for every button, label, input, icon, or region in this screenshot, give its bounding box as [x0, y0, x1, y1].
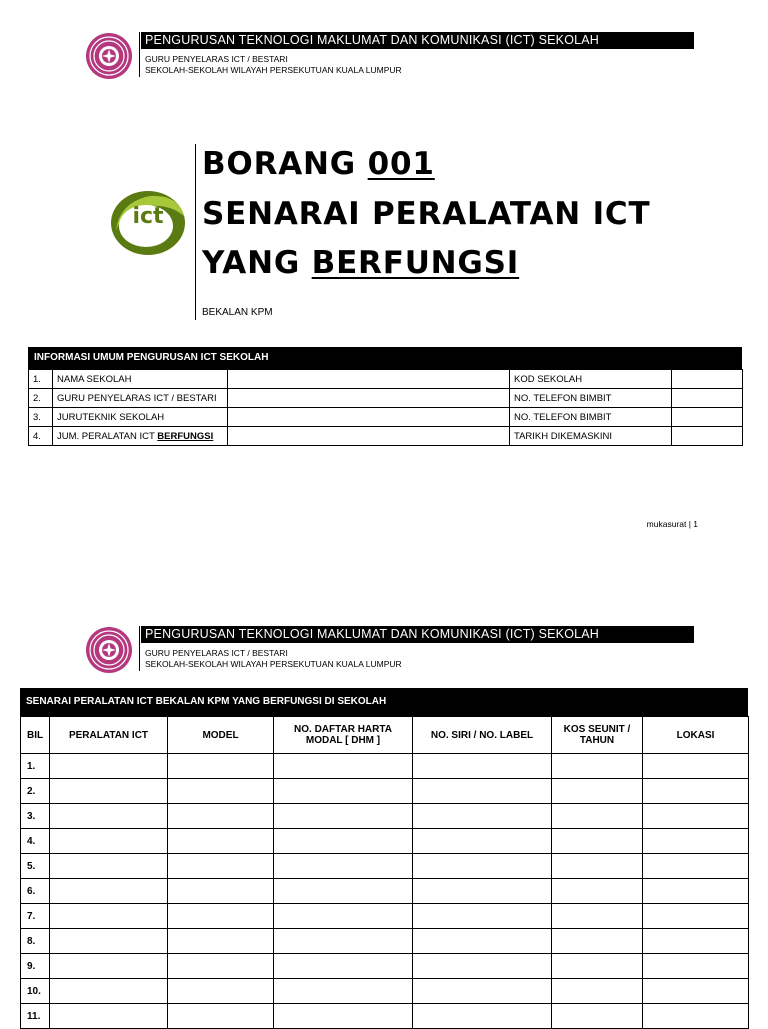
- table-cell[interactable]: [50, 829, 168, 854]
- row-number: 4.: [21, 829, 50, 854]
- info-row: [29, 408, 743, 427]
- table-cell[interactable]: [552, 954, 643, 979]
- table-cell[interactable]: [643, 979, 749, 1004]
- table-cell[interactable]: [643, 829, 749, 854]
- table-cell[interactable]: [168, 879, 274, 904]
- table-row: [21, 929, 749, 954]
- table-cell[interactable]: [552, 929, 643, 954]
- table-cell[interactable]: [274, 754, 413, 779]
- row-number: 5.: [21, 854, 50, 879]
- table-cell[interactable]: [413, 829, 552, 854]
- table-cell[interactable]: [50, 954, 168, 979]
- table-cell[interactable]: [413, 954, 552, 979]
- table-cell[interactable]: [168, 1004, 274, 1029]
- table-cell[interactable]: [643, 854, 749, 879]
- borang-label: BORANG: [202, 146, 357, 182]
- school-logo-icon: [85, 626, 133, 674]
- table-cell[interactable]: [413, 1004, 552, 1029]
- table-cell[interactable]: [643, 879, 749, 904]
- header-title: PENGURUSAN TEKNOLOGI MAKLUMAT DAN KOMUNIKASI (ICT) SEKOLAH: [141, 32, 694, 49]
- table-cell[interactable]: [413, 854, 552, 879]
- supply-label: BEKALAN KPM: [202, 307, 273, 318]
- equipment-total-emphasis: BERFUNGSI: [157, 430, 214, 442]
- table-row: [21, 779, 749, 804]
- info-table: [28, 369, 743, 446]
- info-row: [29, 389, 743, 408]
- title-yang: YANG: [202, 245, 301, 281]
- info-row-number: 3.: [29, 408, 53, 427]
- header-line2: SEKOLAH-SEKOLAH WILAYAH PERSEKUTUAN KUALA LUMPUR: [145, 65, 402, 75]
- table-cell[interactable]: [274, 779, 413, 804]
- table-row: [21, 979, 749, 1004]
- info-row: [29, 427, 743, 446]
- header-line1: GURU PENYELARAS ICT / BESTARI: [145, 54, 288, 64]
- row-number: 11.: [21, 1004, 50, 1029]
- table-row: [21, 804, 749, 829]
- column-header: LOKASI: [643, 717, 749, 754]
- technician-field[interactable]: [228, 408, 510, 427]
- table-cell[interactable]: [168, 779, 274, 804]
- form-title-line2: SENARAI PERALATAN ICT: [202, 196, 651, 232]
- column-header: NO. SIRI / NO. LABEL: [413, 717, 552, 754]
- table-row: [21, 829, 749, 854]
- table-cell[interactable]: [643, 754, 749, 779]
- row-number: 7.: [21, 904, 50, 929]
- updated-date-field[interactable]: [672, 427, 743, 446]
- table-cell[interactable]: [274, 904, 413, 929]
- equipment-total-field[interactable]: [228, 427, 510, 446]
- school-logo-icon: [85, 32, 133, 80]
- table-cell[interactable]: [168, 954, 274, 979]
- table-cell[interactable]: [50, 804, 168, 829]
- info-heading: INFORMASI UMUM PENGURUSAN ICT SEKOLAH: [28, 347, 742, 369]
- table-cell[interactable]: [552, 854, 643, 879]
- table-cell[interactable]: [413, 904, 552, 929]
- table-cell[interactable]: [168, 904, 274, 929]
- info-row-number: 2.: [29, 389, 53, 408]
- row-number: 8.: [21, 929, 50, 954]
- table-cell[interactable]: [413, 879, 552, 904]
- coordinator-phone-field[interactable]: [672, 389, 743, 408]
- header-title: PENGURUSAN TEKNOLOGI MAKLUMAT DAN KOMUNIKASI (ICT) SEKOLAH: [141, 626, 694, 643]
- table-row: [21, 879, 749, 904]
- table-cell[interactable]: [552, 829, 643, 854]
- table-cell[interactable]: [274, 954, 413, 979]
- table-cell[interactable]: [274, 854, 413, 879]
- row-number: 6.: [21, 879, 50, 904]
- table-cell[interactable]: [413, 979, 552, 1004]
- column-header: PERALATAN ICT: [50, 717, 168, 754]
- table-cell[interactable]: [552, 979, 643, 1004]
- table-row: [21, 904, 749, 929]
- info-row-label2: KOD SEKOLAH: [510, 370, 672, 389]
- table-cell[interactable]: [643, 1004, 749, 1029]
- table-cell[interactable]: [168, 929, 274, 954]
- table-row: [21, 754, 749, 779]
- title-divider: [195, 144, 196, 320]
- table-cell[interactable]: [643, 954, 749, 979]
- info-row-label: GURU PENYELARAS ICT / BESTARI: [53, 389, 228, 408]
- page-number: mukasurat | 1: [646, 519, 698, 529]
- column-header: BIL: [21, 717, 50, 754]
- table-cell[interactable]: [552, 779, 643, 804]
- header-line1: GURU PENYELARAS ICT / BESTARI: [145, 648, 288, 658]
- table-cell[interactable]: [168, 804, 274, 829]
- header-divider: [139, 32, 140, 77]
- table-row: [21, 954, 749, 979]
- column-header: MODEL: [168, 717, 274, 754]
- table-cell[interactable]: [168, 854, 274, 879]
- school-name-field[interactable]: [228, 370, 510, 389]
- table-cell[interactable]: [552, 754, 643, 779]
- info-row-label: NAMA SEKOLAH: [53, 370, 228, 389]
- info-row-label: JURUTEKNIK SEKOLAH: [53, 408, 228, 427]
- info-row-label2: NO. TELEFON BIMBIT: [510, 389, 672, 408]
- table-cell[interactable]: [50, 979, 168, 1004]
- column-header: NO. DAFTAR HARTA MODAL [ DHM ]: [274, 717, 413, 754]
- info-row: [29, 370, 743, 389]
- table-cell[interactable]: [50, 879, 168, 904]
- info-row-number: 4.: [29, 427, 53, 446]
- row-number: 2.: [21, 779, 50, 804]
- table-cell[interactable]: [274, 929, 413, 954]
- table-cell[interactable]: [168, 829, 274, 854]
- table-header-row: [21, 717, 749, 754]
- table-cell[interactable]: [552, 804, 643, 829]
- form-title-line1: [202, 146, 435, 182]
- borang-number: 001: [367, 146, 435, 182]
- table-cell[interactable]: [643, 779, 749, 804]
- technician-phone-field[interactable]: [672, 408, 743, 427]
- row-number: 3.: [21, 804, 50, 829]
- table-cell[interactable]: [274, 804, 413, 829]
- table-cell[interactable]: [50, 929, 168, 954]
- table-cell[interactable]: [50, 854, 168, 879]
- letterhead-second: [85, 626, 695, 676]
- table-cell[interactable]: [643, 929, 749, 954]
- table-cell[interactable]: [274, 979, 413, 1004]
- school-code-field[interactable]: [672, 370, 743, 389]
- info-row-label2: NO. TELEFON BIMBIT: [510, 408, 672, 427]
- table-cell[interactable]: [413, 929, 552, 954]
- row-number: 10.: [21, 979, 50, 1004]
- table-cell[interactable]: [643, 804, 749, 829]
- header-line2: SEKOLAH-SEKOLAH WILAYAH PERSEKUTUAN KUALA LUMPUR: [145, 659, 402, 669]
- table-cell[interactable]: [413, 804, 552, 829]
- table-cell[interactable]: [643, 904, 749, 929]
- table-cell[interactable]: [50, 779, 168, 804]
- table-row: [21, 854, 749, 879]
- info-row-number: 1.: [29, 370, 53, 389]
- letterhead-top: [85, 32, 695, 82]
- header-divider: [139, 626, 140, 671]
- table-cell[interactable]: [552, 904, 643, 929]
- table-cell[interactable]: [552, 1004, 643, 1029]
- table-cell[interactable]: [50, 1004, 168, 1029]
- table-cell[interactable]: [552, 879, 643, 904]
- table-cell[interactable]: [274, 879, 413, 904]
- title-berfungsi: BERFUNGSI: [311, 245, 520, 281]
- table-cell[interactable]: [274, 1004, 413, 1029]
- equipment-table: [20, 716, 749, 1029]
- column-header: KOS SEUNIT / TAHUN: [552, 717, 643, 754]
- info-row-label: [53, 427, 228, 446]
- table-cell[interactable]: [413, 754, 552, 779]
- form-title-line3: [202, 245, 519, 281]
- coordinator-field[interactable]: [228, 389, 510, 408]
- ict-logo-text: ict: [132, 204, 164, 229]
- table-cell[interactable]: [50, 754, 168, 779]
- table-row: [21, 1004, 749, 1029]
- table-cell[interactable]: [274, 829, 413, 854]
- table-cell[interactable]: [413, 779, 552, 804]
- table-cell[interactable]: [168, 979, 274, 1004]
- table-cell[interactable]: [168, 754, 274, 779]
- row-number: 9.: [21, 954, 50, 979]
- info-row-label2: TARIKH DIKEMASKINI: [510, 427, 672, 446]
- list-heading: SENARAI PERALATAN ICT BEKALAN KPM YANG BERFUNGSI DI SEKOLAH: [20, 688, 748, 716]
- row-number: 1.: [21, 754, 50, 779]
- table-cell[interactable]: [50, 904, 168, 929]
- equipment-total-label: JUM. PERALATAN ICT: [57, 430, 155, 442]
